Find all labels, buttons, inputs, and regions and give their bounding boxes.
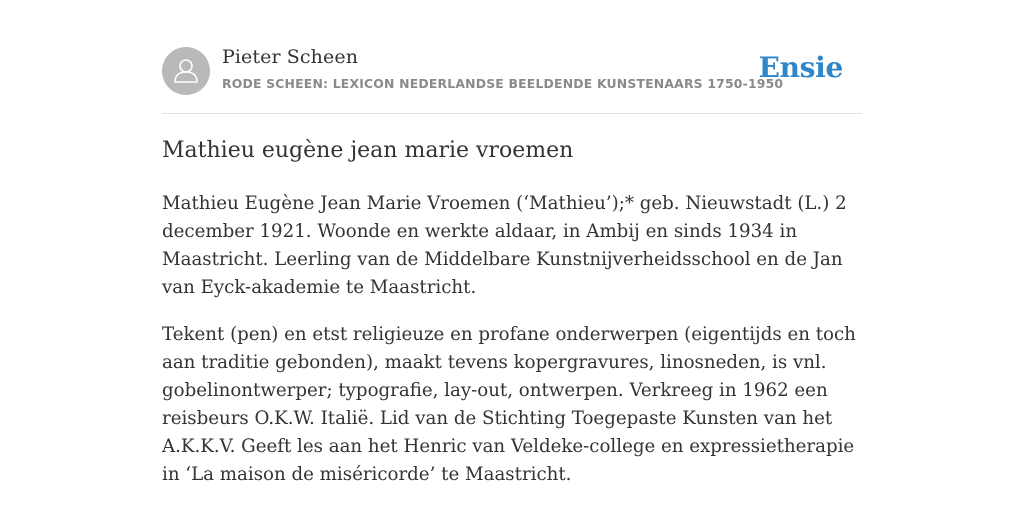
brand-logo[interactable]: Ensie (758, 51, 843, 84)
article-title: Mathieu eugène jean marie vroemen (162, 138, 574, 163)
author-name[interactable]: Pieter Scheen (222, 46, 359, 68)
user-icon (162, 47, 210, 95)
article-paragraph-2: Tekent (pen) en etst religieuze en profane onderwerpen (eigentijds en toch aan traditie gebonden), maakt tevens kopergravures, linosneden, is vnl. gobelinontwerper; typografie, lay-out, ontwerpen. Verkreeg in 1962 een reisbeurs O.K.W. Italië. Lid van de Stichting Toegepaste Kunsten van het A.K.K.V. Geeft les aan het Henric van Veldeke-college en expressietherapie in ‘La maison de miséricorde’ te Maastricht. (162, 324, 856, 485)
article-body (162, 190, 862, 508)
article-paragraph-1: Mathieu Eugène Jean Marie Vroemen (‘Mathieu’);* geb. Nieuwstadt (L.) 2 december 1921. Woonde en werkte aldaar, in Ambij en sinds 1934 in Maastricht. Leerling van de Middelbare Kunstnijverheidsschool en de Jan van Eyck-akademie te Maastricht. (162, 193, 847, 298)
header-divider (162, 113, 862, 114)
author-header (162, 46, 862, 96)
author-avatar[interactable] (162, 47, 210, 95)
source-name[interactable]: RODE SCHEEN: LEXICON NEDERLANDSE BEELDENDE KUNSTENAARS 1750-1950 (222, 76, 784, 91)
